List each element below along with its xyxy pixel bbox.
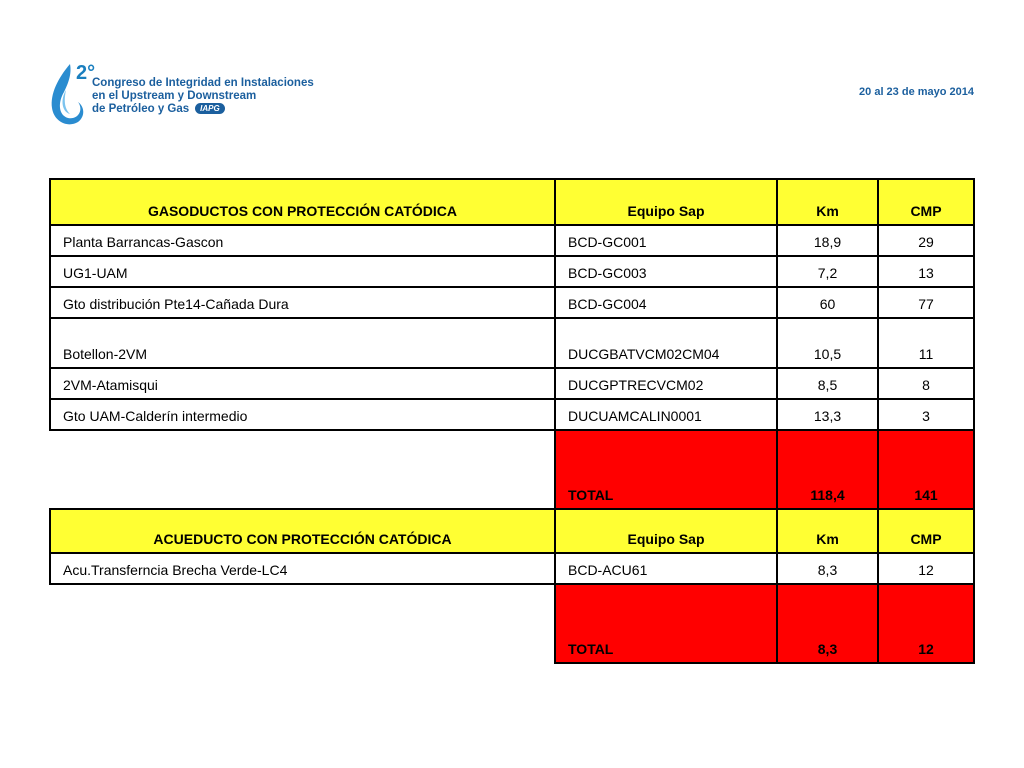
table-cell: 11 [878,318,974,368]
acueducto-total-row [50,584,974,663]
table-row [50,256,974,287]
table-cell: DUCGBATVCM02CM04 [555,318,777,368]
column-header: CMP [878,509,974,553]
gasoductos-total-row [50,430,974,509]
column-header: Km [777,179,878,225]
table-cell: 10,5 [777,318,878,368]
table-cell: Planta Barrancas-Gascon [50,225,555,256]
column-header: Equipo Sap [555,509,777,553]
table-cell: 13,3 [777,399,878,430]
table-cell: 3 [878,399,974,430]
total-km: 8,3 [777,584,878,663]
total-cmp: 141 [878,430,974,509]
table-cell: 12 [878,553,974,584]
table-cell: UG1-UAM [50,256,555,287]
table-cell: Botellon-2VM [50,318,555,368]
column-header: Equipo Sap [555,179,777,225]
column-header: ACUEDUCTO CON PROTECCIÓN CATÓDICA [50,509,555,553]
conference-title-line-3 [92,103,314,116]
table-cell: 8 [878,368,974,399]
table-row [50,399,974,430]
conference-title-line-2: en el Upstream y Downstream [92,90,257,102]
column-header: GASODUCTOS CON PROTECCIÓN CATÓDICA [50,179,555,225]
conference-title [92,77,314,116]
total-cmp: 12 [878,584,974,663]
table-cell: 29 [878,225,974,256]
conference-header [48,60,978,130]
table-cell: 8,3 [777,553,878,584]
table-cell: 13 [878,256,974,287]
column-header: Km [777,509,878,553]
table-cell: DUCUAMCALIN0001 [555,399,777,430]
table-cell: Gto distribución Pte14-Cañada Dura [50,287,555,318]
total-km: 118,4 [777,430,878,509]
conference-date: 20 al 23 de mayo 2014 [859,86,974,98]
protection-table [49,178,975,664]
empty-cell [50,430,555,509]
table-cell: DUCGPTRECVCM02 [555,368,777,399]
column-header: CMP [878,179,974,225]
table-cell: 77 [878,287,974,318]
acueducto-header-row [50,509,974,553]
table-row [50,225,974,256]
table-cell: 18,9 [777,225,878,256]
table-row [50,368,974,399]
table-cell: Gto UAM-Calderín intermedio [50,399,555,430]
table-row [50,318,974,368]
table-row [50,287,974,318]
gasoductos-header-row [50,179,974,225]
table-cell: Acu.Transferncia Brecha Verde-LC4 [50,553,555,584]
table-cell: 2VM-Atamisqui [50,368,555,399]
total-label: TOTAL [555,584,777,663]
total-label: TOTAL [555,430,777,509]
iapg-badge: IAPG [195,103,225,114]
data-table [49,178,975,664]
conference-title-line-3-text: de Petróleo y Gas [92,103,190,115]
table-cell: 8,5 [777,368,878,399]
conference-title-line-1: Congreso de Integridad en Instalaciones [92,77,314,89]
table-cell: BCD-ACU61 [555,553,777,584]
table-cell: 60 [777,287,878,318]
empty-cell [50,584,555,663]
table-row [50,553,974,584]
table-cell: BCD-GC003 [555,256,777,287]
edition-number: 2° [76,62,96,84]
table-cell: BCD-GC001 [555,225,777,256]
table-cell: 7,2 [777,256,878,287]
table-cell: BCD-GC004 [555,287,777,318]
